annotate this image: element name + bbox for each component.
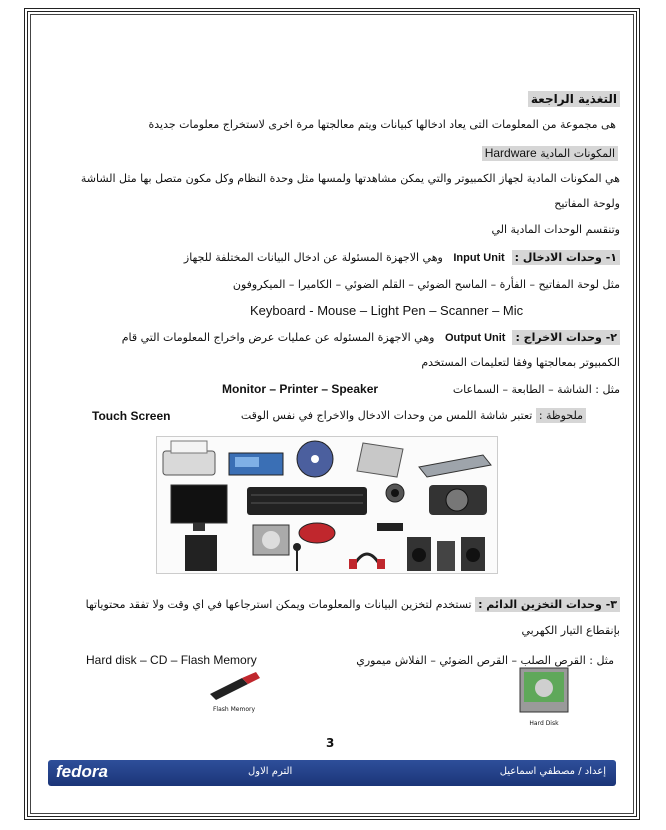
hardware-definition-2: ولوحة المفاتيح <box>554 197 620 210</box>
input-unit-line: ١- وحدات الادخال : Input Unit وهي الاجهزة المسئولة عن ادخال البيانات المختلفة للجهاز <box>184 251 620 264</box>
headphones-icon <box>349 554 385 569</box>
fedora-logo: fedora <box>56 762 108 781</box>
input-examples-en: Keyboard - Mouse – Light Pen – Scanner – Mic <box>250 303 524 318</box>
flatbed-scanner-icon <box>419 455 491 477</box>
webcam-icon <box>386 484 404 502</box>
flash-drive-icon <box>206 672 262 702</box>
footer-term: الترم الاول <box>248 766 293 777</box>
input-examples-ar: مثل لوحة المفاتيح – الفأرة – الماسح الضوئي – القلم الضوئي – الكاميرا – الميكروفون <box>232 278 620 291</box>
system-unit-icon <box>185 535 217 571</box>
note-line: ملحوظة : تعتبر شاشة اللمس من وحدات الادخال والاخراج في نفس الوقت <box>241 409 586 422</box>
microphone-icon <box>293 543 301 571</box>
laptop-icon <box>357 443 403 477</box>
hard-disk-icon <box>253 525 289 555</box>
storage-examples-en: Hard disk – CD – Flash Memory <box>86 653 257 667</box>
devices-illustration <box>157 437 497 573</box>
scanner-icon <box>229 453 283 475</box>
feedback-definition: هى مجموعة من المعلومات التى يعاد ادخالها كبيانات ويتم معالجتها مرة اخرى لاستخراج معلومات جديدة <box>148 118 616 131</box>
storage-examples-ar: مثل : القرص الصلب – القرص الضوئي – الفلاش ميموري <box>356 654 614 667</box>
footer-author: إعداد / مصطفي اسماعيل <box>499 766 606 777</box>
speakers-icon <box>407 537 485 571</box>
monitor-icon <box>171 485 227 531</box>
mouse-icon <box>299 523 335 543</box>
hardware-divide: وتنقسم الوحدات المادية الي <box>491 223 620 236</box>
printer-icon <box>163 441 215 475</box>
note-touch-screen: Touch Screen <box>92 409 171 423</box>
footer-bar <box>48 760 616 786</box>
output-definition-2: الكمبيوتر بمعالجتها وفقا لتعليمات المستخدم <box>421 356 620 369</box>
output-examples-ar: مثل : الشاشة – الطابعة – السماعات <box>452 383 620 396</box>
hardware-definition-1: هي المكونات المادية لجهاز الكمبيوتر والتي يمكن مشاهدتها ولمسها مثل وحدة النظام وكل مكون متصل بها مثل الشاشة <box>80 172 620 185</box>
cd-icon <box>297 441 333 477</box>
output-examples-en: Monitor – Printer – Speaker <box>222 382 379 396</box>
output-unit-line: ٢- وحدات الاخراج : Output Unit وهي الاجهزة المسئوله عن عمليات عرض واخراج المعلومات التي قام <box>122 331 620 344</box>
storage-definition-2: بإنقطاع التيار الكهربي <box>521 624 620 637</box>
hard-disk-image <box>514 664 574 727</box>
usb-flash-icon <box>377 523 403 531</box>
storage-unit-line: ٣- وحدات التخزين الدائم : تستخدم لتخزين البيانات والمعلومات ويمكن استرجاعها في اي وقت ولا تفقد محتوياتها <box>86 598 620 611</box>
hardware-heading: المكونات المادية Hardware <box>482 146 618 160</box>
flash-memory-image <box>206 672 262 712</box>
hdd-icon <box>514 664 574 716</box>
page-number: 3 <box>326 736 335 750</box>
hdd-caption: Hard Disk <box>529 720 559 727</box>
hardware-devices-image <box>156 436 498 574</box>
camera-icon <box>429 485 487 515</box>
keyboard-icon <box>247 487 367 515</box>
flash-caption: Flash Memory <box>212 706 256 713</box>
feedback-title: التغذية الراجعة <box>528 92 620 106</box>
